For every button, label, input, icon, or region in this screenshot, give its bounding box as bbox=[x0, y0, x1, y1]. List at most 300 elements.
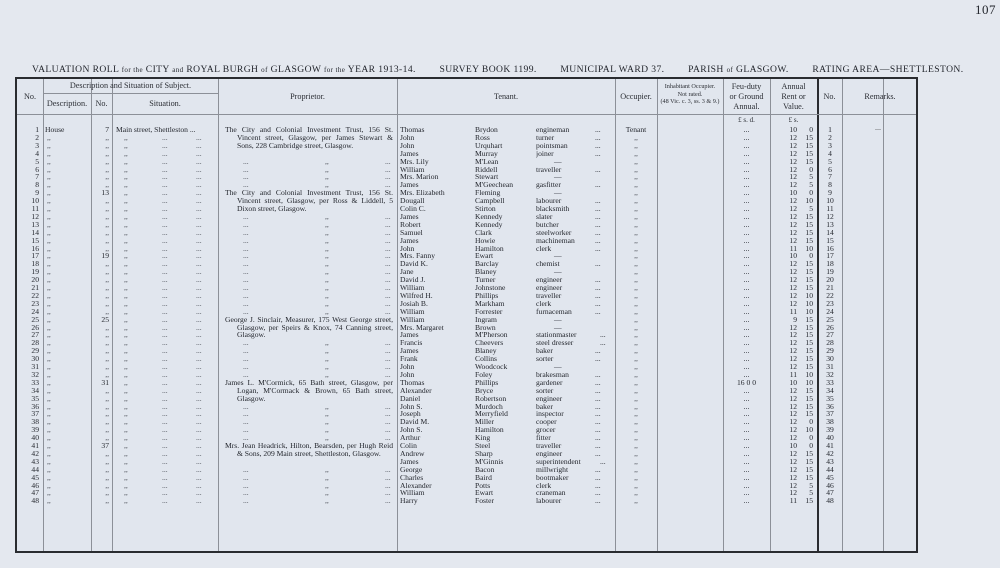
tenant-surname: Urquhart bbox=[475, 140, 503, 150]
tenant-first-name: Wilfred H. bbox=[400, 290, 433, 300]
header-rent-line: Annual bbox=[781, 82, 806, 91]
occupier-status: ,, bbox=[634, 196, 638, 206]
rent-shillings: 15 bbox=[805, 156, 813, 166]
tenant-first-name: Jane bbox=[400, 267, 414, 277]
table-row bbox=[17, 268, 916, 276]
description: ,, bbox=[47, 196, 51, 206]
rent-shillings: 15 bbox=[805, 354, 813, 364]
occupier-status: ,, bbox=[634, 338, 638, 348]
feu-duty: ... bbox=[743, 362, 750, 371]
description: House bbox=[45, 125, 65, 134]
valuation-table bbox=[15, 77, 918, 553]
ditto-mark: ,, bbox=[124, 156, 128, 166]
row-number-right: 1 bbox=[828, 125, 832, 134]
table-row bbox=[17, 489, 916, 497]
ditto-mark: ,, bbox=[325, 338, 329, 348]
table-row bbox=[17, 410, 916, 418]
description: ,, bbox=[47, 164, 51, 174]
row-number: 44 bbox=[31, 464, 39, 474]
tenant-surname: Phillips bbox=[475, 377, 499, 387]
rent-pounds: 12 bbox=[789, 180, 797, 190]
feu-duty: ... bbox=[743, 235, 750, 245]
ditto-mark: ,, bbox=[325, 496, 329, 506]
ellipsis: ... bbox=[243, 156, 249, 166]
ditto-mark: ,, bbox=[124, 346, 128, 356]
rent-shillings: 0 bbox=[809, 125, 813, 134]
proprietor-entry bbox=[221, 316, 393, 340]
ditto-mark: ,, bbox=[325, 346, 329, 356]
row-number-right: 41 bbox=[826, 441, 834, 450]
row-number: 43 bbox=[31, 456, 39, 466]
rent-pounds: 12 bbox=[789, 409, 797, 419]
rent-shillings: 15 bbox=[805, 322, 813, 332]
tenant-occupation: labourer bbox=[536, 497, 562, 506]
ellipsis: ... bbox=[600, 330, 606, 340]
roll-title bbox=[32, 64, 964, 75]
ditto-mark: ,, bbox=[325, 172, 329, 182]
tenant-first-name: Arthur bbox=[400, 433, 421, 443]
ellipsis: ... bbox=[162, 322, 168, 332]
tenant-first-name: James bbox=[400, 456, 419, 466]
rent-shillings: 5 bbox=[809, 488, 813, 498]
rent-shillings: 5 bbox=[809, 172, 813, 182]
row-number: 46 bbox=[31, 480, 39, 490]
ellipsis: ... bbox=[595, 377, 601, 387]
row-number: 31 bbox=[31, 362, 39, 371]
description: ,, bbox=[47, 448, 51, 458]
ellipsis: ... bbox=[385, 180, 391, 190]
feu-duty: ... bbox=[743, 354, 750, 364]
tenant-surname: M'Geechean bbox=[475, 180, 514, 190]
tenant-surname: Miller bbox=[475, 417, 494, 427]
ellipsis: ... bbox=[595, 433, 601, 443]
row-number-right: 22 bbox=[826, 290, 834, 300]
ditto-mark: ,, bbox=[124, 425, 128, 435]
row-number-right: 19 bbox=[826, 267, 834, 277]
tenant-surname: Ingram bbox=[475, 314, 497, 324]
rent-pounds: 12 bbox=[789, 448, 797, 458]
ditto-mark: ,, bbox=[325, 409, 329, 419]
tenant-first-name: George bbox=[400, 464, 423, 474]
ditto-mark: ,, bbox=[325, 235, 329, 245]
description: ,, bbox=[47, 425, 51, 435]
ellipsis: ... bbox=[243, 488, 249, 498]
tenant-first-name: Francis bbox=[400, 338, 423, 348]
ditto-mark: ,, bbox=[124, 140, 128, 150]
rent-pounds: 12 bbox=[789, 259, 797, 269]
rent-shillings: 10 bbox=[805, 243, 813, 253]
tenant-surname: Howie bbox=[475, 235, 496, 245]
ellipsis: ... bbox=[196, 298, 202, 308]
tenant-occupation: butcher bbox=[536, 220, 559, 229]
tenant-first-name: John bbox=[400, 132, 415, 142]
header-remarks: Remarks. bbox=[864, 92, 896, 101]
proprietor-entry bbox=[221, 379, 393, 403]
occupier-status: ,, bbox=[634, 448, 638, 458]
row-number: 41 bbox=[31, 441, 39, 450]
description: ,, bbox=[47, 283, 51, 292]
row-number: 29 bbox=[31, 346, 39, 356]
table-row bbox=[17, 418, 916, 426]
ellipsis: ... bbox=[196, 188, 202, 198]
ellipsis: ... bbox=[385, 219, 391, 229]
occupier-status: ,, bbox=[634, 235, 638, 245]
row-number: 5 bbox=[35, 156, 39, 166]
table-row bbox=[17, 426, 916, 434]
tenant-first-name: William bbox=[400, 306, 425, 316]
ellipsis: ... bbox=[162, 401, 168, 411]
ellipsis: ... bbox=[243, 496, 249, 506]
header-proprietor: Proprietor. bbox=[290, 92, 325, 101]
row-number: 39 bbox=[31, 425, 39, 435]
subject-number: 31 bbox=[101, 377, 109, 387]
rent-shillings: 10 bbox=[805, 290, 813, 300]
tenant-surname: Blaney bbox=[475, 346, 497, 356]
occupier-status: ,, bbox=[634, 346, 638, 356]
description: ,, bbox=[47, 267, 51, 277]
table-row bbox=[17, 458, 916, 466]
row-number-right: 2 bbox=[828, 132, 832, 142]
row-number: 47 bbox=[31, 488, 39, 498]
row-number-right: 34 bbox=[826, 385, 834, 395]
rent-shillings: 10 bbox=[805, 425, 813, 435]
ellipsis: ... bbox=[243, 290, 249, 300]
ellipsis: ... bbox=[385, 401, 391, 411]
description: ,, bbox=[47, 148, 51, 158]
tenant-first-name: John S. bbox=[400, 425, 423, 435]
tenant-first-name: Samuel bbox=[400, 227, 423, 237]
ellipsis: ... bbox=[196, 338, 202, 348]
ellipsis: ... bbox=[196, 156, 202, 166]
rent-shillings: 15 bbox=[805, 148, 813, 158]
subject-number: ,, bbox=[105, 259, 109, 269]
table-row bbox=[17, 403, 916, 411]
rent-shillings: 0 bbox=[809, 188, 813, 198]
table-row bbox=[17, 134, 916, 142]
tenant-occupation: traveller bbox=[536, 165, 562, 174]
ellipsis: ... bbox=[196, 196, 202, 206]
table-row bbox=[17, 197, 916, 205]
ellipsis: ... bbox=[243, 472, 249, 482]
subject-number: ,, bbox=[105, 211, 109, 221]
tenant-occupation: pointsman bbox=[536, 141, 568, 150]
row-number: 48 bbox=[31, 496, 39, 506]
title-city: CITY bbox=[145, 64, 170, 75]
ellipsis: ... bbox=[196, 275, 202, 285]
row-number: 25 bbox=[31, 314, 39, 324]
row-number-right: 35 bbox=[826, 393, 834, 403]
tenant-surname: Kennedy bbox=[475, 211, 503, 221]
ellipsis: ... bbox=[243, 251, 249, 261]
tenant-surname: Kennedy bbox=[475, 219, 503, 229]
ellipsis: ... bbox=[162, 251, 168, 261]
ditto-mark: ,, bbox=[124, 433, 128, 443]
tenant-first-name: William bbox=[400, 314, 425, 324]
subject-number: 37 bbox=[101, 441, 109, 450]
ellipsis: ... bbox=[196, 259, 202, 269]
tenant-surname: Ross bbox=[475, 132, 490, 142]
occupier-status: ,, bbox=[634, 362, 638, 371]
rent-shillings: 15 bbox=[805, 275, 813, 285]
feu-duty: ... bbox=[743, 433, 750, 443]
tenant-surname: Woodcock bbox=[475, 362, 508, 371]
ellipsis: ... bbox=[385, 338, 391, 348]
tenant-first-name: John S. bbox=[400, 401, 423, 411]
ditto-mark: ,, bbox=[124, 306, 128, 316]
tenant-first-name: Alexander bbox=[400, 385, 432, 395]
subject-number: 19 bbox=[101, 251, 109, 261]
ditto-mark: ,, bbox=[325, 362, 329, 371]
ellipsis: ... bbox=[385, 362, 391, 371]
ditto-mark: ,, bbox=[124, 188, 128, 198]
table-row bbox=[17, 284, 916, 292]
row-number: 4 bbox=[35, 148, 39, 158]
ellipsis: ... bbox=[162, 156, 168, 166]
ellipsis: ... bbox=[595, 496, 601, 506]
ellipsis: ... bbox=[243, 425, 249, 435]
row-number-right: 39 bbox=[826, 425, 834, 435]
feu-duty: ... bbox=[743, 259, 750, 269]
tenant-surname: King bbox=[475, 433, 491, 443]
row-number: 35 bbox=[31, 393, 39, 403]
ditto-mark: ,, bbox=[124, 251, 128, 261]
subject-number: ,, bbox=[105, 283, 109, 292]
occupier-status: ,, bbox=[634, 267, 638, 277]
subject-number: ,, bbox=[105, 164, 109, 174]
tenant-surname: Bacon bbox=[475, 464, 495, 474]
tenant-occupation: engineer bbox=[536, 394, 563, 403]
ditto-mark: ,, bbox=[124, 401, 128, 411]
table-row bbox=[17, 166, 916, 174]
ellipsis: ... bbox=[243, 338, 249, 348]
table-row bbox=[17, 466, 916, 474]
row-number-right: 6 bbox=[828, 164, 832, 174]
annual-rent bbox=[773, 497, 813, 505]
subject-number: ,, bbox=[105, 330, 109, 340]
row-number-right: 15 bbox=[826, 235, 834, 245]
subject-number: ,, bbox=[105, 456, 109, 466]
ellipsis: ... bbox=[162, 290, 168, 300]
rent-pounds: 9 bbox=[793, 314, 797, 324]
table-row bbox=[17, 213, 916, 221]
rent-pounds: 12 bbox=[789, 275, 797, 285]
ditto-mark: ,, bbox=[124, 362, 128, 371]
subject-number: ,, bbox=[105, 401, 109, 411]
tenant-first-name: Dougall bbox=[400, 196, 425, 206]
feu-duty: ... bbox=[743, 472, 750, 482]
rent-pounds: 12 bbox=[789, 488, 797, 498]
ellipsis: ... bbox=[595, 204, 601, 213]
ellipsis: ... bbox=[196, 180, 202, 190]
tenant-occupation: — bbox=[554, 268, 562, 277]
rent-shillings: 15 bbox=[805, 235, 813, 245]
ellipsis: ... bbox=[385, 464, 391, 474]
tenant-occupation: chemist bbox=[536, 260, 560, 269]
ellipsis: ... bbox=[196, 417, 202, 427]
ellipsis: ... bbox=[385, 211, 391, 221]
tenant-first-name: James bbox=[400, 346, 419, 356]
header-feu-duty bbox=[723, 82, 770, 112]
tenant-surname: M'Ginnis bbox=[475, 456, 504, 466]
description: ,, bbox=[47, 417, 51, 427]
ellipsis: ... bbox=[162, 148, 168, 158]
tenant-surname: Johnstone bbox=[475, 283, 506, 292]
ditto-mark: ,, bbox=[325, 251, 329, 261]
rent-shillings: 5 bbox=[809, 480, 813, 490]
tenant-surname: M'Pherson bbox=[475, 330, 508, 340]
ellipsis: ... bbox=[162, 496, 168, 506]
ellipsis: ... bbox=[385, 488, 391, 498]
tenant-occupation: fitter bbox=[536, 434, 551, 442]
rent-pounds: 12 bbox=[789, 464, 797, 474]
row-number: 37 bbox=[31, 409, 39, 419]
description: ,, bbox=[47, 338, 51, 348]
ellipsis: ... bbox=[595, 227, 601, 237]
rent-shillings: 0 bbox=[809, 164, 813, 174]
subject-number: ,, bbox=[105, 425, 109, 435]
row-number-right: 25 bbox=[826, 314, 834, 324]
ellipsis: ... bbox=[162, 377, 168, 387]
occupier-status: ,, bbox=[634, 148, 638, 158]
subject-number: ,, bbox=[105, 180, 109, 190]
row-number: 28 bbox=[31, 338, 39, 348]
subject-number: ,, bbox=[105, 417, 109, 427]
ditto-mark: ,, bbox=[325, 156, 329, 166]
occupier-status: ,, bbox=[634, 251, 638, 261]
ellipsis: ... bbox=[196, 480, 202, 490]
rent-pounds: 12 bbox=[789, 156, 797, 166]
ellipsis: ... bbox=[243, 401, 249, 411]
tenant-occupation: turner bbox=[536, 133, 555, 142]
table-row bbox=[17, 260, 916, 268]
ellipsis: ... bbox=[196, 290, 202, 300]
occupier-status: ,, bbox=[634, 401, 638, 411]
subject-number: ,, bbox=[105, 196, 109, 206]
header-inhabitant-occupier bbox=[657, 83, 723, 106]
subject-number: ,, bbox=[105, 235, 109, 245]
ditto-mark: ,, bbox=[325, 298, 329, 308]
rent-shillings: 5 bbox=[809, 180, 813, 190]
ellipsis: ... bbox=[595, 180, 601, 190]
feu-duty: ... bbox=[743, 338, 750, 348]
row-number: 36 bbox=[31, 401, 39, 411]
ellipsis: ... bbox=[162, 243, 168, 253]
tenant-surname: Baird bbox=[475, 472, 492, 482]
row-number-right: 30 bbox=[826, 354, 834, 364]
table-row bbox=[17, 126, 916, 134]
ellipsis: ... bbox=[385, 156, 391, 166]
description: ,, bbox=[47, 306, 51, 316]
ditto-mark: ,, bbox=[124, 314, 128, 324]
description: ,, bbox=[47, 275, 51, 285]
title-burgh: ROYAL BURGH bbox=[186, 64, 259, 75]
ditto-mark: ,, bbox=[325, 219, 329, 229]
ellipsis: ... bbox=[196, 322, 202, 332]
ellipsis: ... bbox=[595, 283, 601, 292]
proprietor-entry bbox=[221, 189, 393, 213]
rent-pounds: 12 bbox=[789, 227, 797, 237]
rent-pounds: 12 bbox=[789, 164, 797, 174]
ellipsis: ... bbox=[196, 330, 202, 340]
row-number-right: 42 bbox=[826, 448, 834, 458]
feu-duty: ... bbox=[743, 448, 750, 458]
ellipsis: ... bbox=[196, 362, 202, 371]
header-divider bbox=[43, 93, 218, 94]
rent-pounds: 12 bbox=[789, 140, 797, 150]
tenant-surname: Foley bbox=[475, 369, 493, 379]
table-row bbox=[17, 237, 916, 245]
ditto-mark: ,, bbox=[325, 211, 329, 221]
header-subject-no: No. bbox=[95, 99, 108, 108]
rent-shillings: 0 bbox=[809, 417, 813, 427]
rent-shillings: 10 bbox=[805, 377, 813, 387]
rent-pounds: 11 bbox=[789, 496, 797, 506]
table-row bbox=[17, 482, 916, 490]
description: ,, bbox=[47, 314, 51, 324]
ellipsis: ... bbox=[196, 314, 202, 324]
ellipsis: ... bbox=[385, 425, 391, 435]
ellipsis: ... bbox=[162, 283, 168, 292]
rent-pounds: 12 bbox=[789, 338, 797, 348]
ellipsis: ... bbox=[196, 472, 202, 482]
tenant-surname: Barclay bbox=[475, 259, 499, 269]
ellipsis: ... bbox=[243, 259, 249, 269]
rent-shillings: 15 bbox=[805, 472, 813, 482]
header-description: Description. bbox=[46, 99, 88, 108]
description: ,, bbox=[47, 480, 51, 490]
tenant-first-name: John bbox=[400, 243, 415, 253]
rent-pounds: 12 bbox=[789, 172, 797, 182]
tenant-occupation: — bbox=[554, 173, 562, 182]
ellipsis: ... bbox=[385, 433, 391, 443]
row-number: 16 bbox=[31, 243, 39, 253]
header-description-group: Description and Situation of Subject. bbox=[69, 81, 192, 90]
ditto-mark: ,, bbox=[124, 196, 128, 206]
row-number: 15 bbox=[31, 235, 39, 245]
tenant-occupation: bootmaker bbox=[536, 473, 569, 482]
occupier-status: ,, bbox=[634, 377, 638, 387]
occupier-status: ,, bbox=[634, 441, 638, 450]
occupier-status: ,, bbox=[634, 204, 638, 213]
title-roll: VALUATION ROLL bbox=[32, 64, 119, 75]
tenant-occupation: engineman bbox=[536, 126, 570, 134]
tenant-surname: Ewart bbox=[475, 251, 494, 261]
feu-duty: ... bbox=[743, 369, 750, 379]
description: ,, bbox=[47, 488, 51, 498]
rent-shillings: 15 bbox=[805, 338, 813, 348]
ditto-mark: ,, bbox=[124, 354, 128, 364]
ellipsis: ... bbox=[595, 441, 601, 450]
rent-shillings: 15 bbox=[805, 227, 813, 237]
ellipsis: ... bbox=[196, 140, 202, 150]
feu-duty: ... bbox=[743, 441, 750, 450]
feu-duty: ... bbox=[743, 306, 750, 316]
rent-pounds: 12 bbox=[789, 346, 797, 356]
ellipsis: ... bbox=[196, 409, 202, 419]
table-row bbox=[17, 347, 916, 355]
description: ,, bbox=[47, 211, 51, 221]
tenant-occupation: inspector bbox=[536, 410, 564, 419]
row-number: 20 bbox=[31, 275, 39, 285]
tenant-occupation: superintendent bbox=[536, 457, 581, 466]
tenant-first-name: Colin bbox=[400, 441, 417, 450]
ditto-mark: ,, bbox=[124, 456, 128, 466]
ditto-mark: ,, bbox=[124, 227, 128, 237]
rent-pounds: 12 bbox=[789, 211, 797, 221]
rent-pounds: 12 bbox=[789, 204, 797, 213]
header-no: No. bbox=[23, 92, 37, 101]
row-number-right: 11 bbox=[826, 204, 834, 213]
